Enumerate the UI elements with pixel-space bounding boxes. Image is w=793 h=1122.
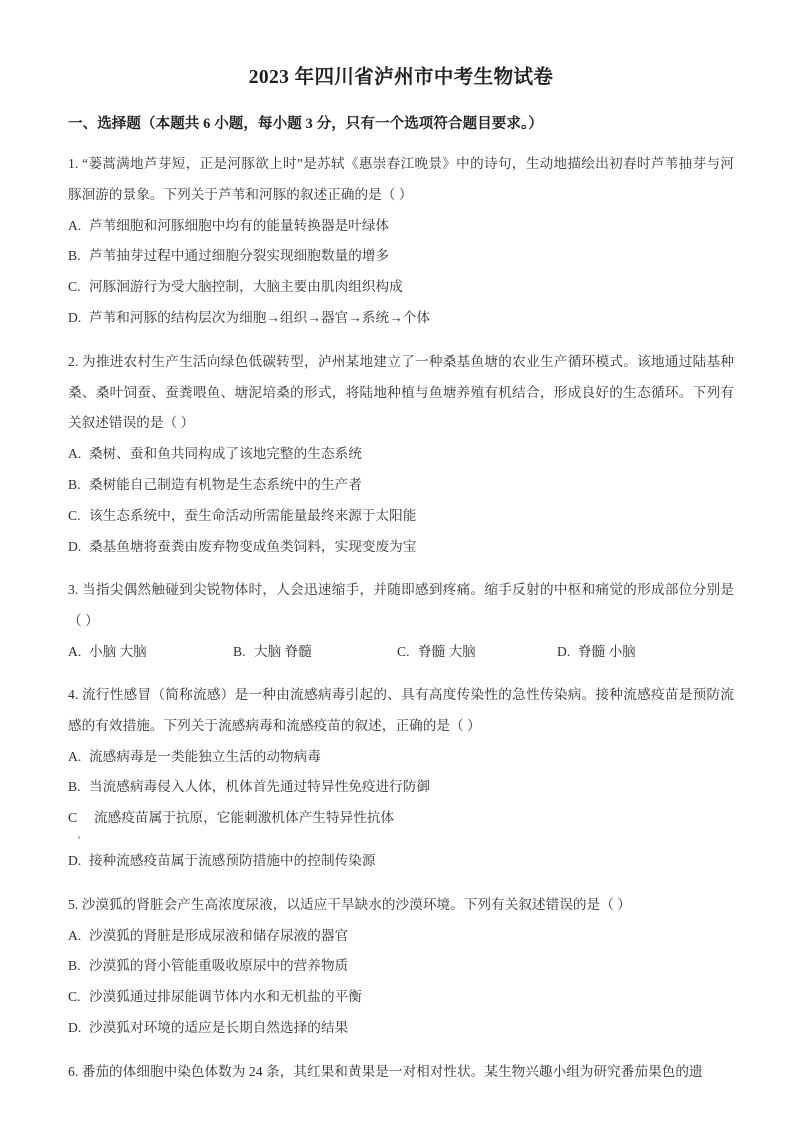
question-1-option-a-text: 芦苇细胞和河豚细胞中均有的能量转换器是叶绿体: [89, 217, 390, 233]
question-5-option-c-text: 沙漠狐通过排尿能调节体内水和无机盐的平衡: [89, 989, 362, 1005]
question-1-option-a[interactable]: [68, 211, 734, 242]
question-4-option-c-text: 流感疫苗属于抗原，它能刺激机体产生特异性抗体: [94, 810, 395, 826]
question-1-option-d[interactable]: [68, 303, 734, 334]
question-5: [68, 890, 734, 1044]
question-2-stem: 2. 为推进农村生产生活向绿色低碳转型，泸州某地建立了一种桑基鱼塘的农业生产循环模式。该地通过陆基种桑、桑叶饲蚕、蚕粪喂鱼、塘泥培桑的形式，将陆地种植与鱼塘养殖有机结合，形成良好的生态循环。下列有关叙述错误的是（ ）: [68, 353, 734, 431]
question-5-option-d[interactable]: [68, 1013, 734, 1044]
question-3-option-b[interactable]: [233, 637, 312, 667]
question-1-option-c-label: C.: [68, 279, 81, 295]
question-2-option-a[interactable]: [68, 439, 734, 470]
question-1-stem: 1. “蒌蒿满地芦芽短，正是河豚欲上时”是苏轼《惠崇春江晚景》中的诗句，生动地描绘出初春时芦苇抽芽与河豚洄游的景象。下列关于芦苇和河豚的叙述正确的是（ ）: [68, 156, 734, 202]
question-4-option-b-label: B.: [68, 779, 81, 795]
question-1-option-b[interactable]: [68, 241, 734, 272]
question-2-option-b-label: B.: [68, 477, 81, 493]
question-5-option-c-label: C.: [68, 989, 81, 1005]
question-4: [68, 680, 734, 877]
scan-artifact-speck: [68, 834, 734, 846]
question-3-option-c-text: 脊髓 大脑: [418, 644, 476, 659]
question-1-option-c-text: 河豚洄游行为受大脑控制，大脑主要由肌肉组织构成: [89, 279, 403, 295]
speck-mark: [78, 836, 80, 839]
question-3-option-a[interactable]: [68, 637, 147, 667]
section-heading-multiple-choice: 一、选择题（本题共 6 小题，每小题 3 分，只有一个选项符合题目要求。）: [68, 116, 543, 133]
question-5-option-b[interactable]: [68, 951, 734, 982]
question-1-option-b-label: B.: [68, 248, 81, 264]
question-2-option-d-text: 桑基鱼塘将蚕粪由废弃物变成鱼类饲料，实现变废为宝: [89, 538, 417, 554]
question-5-option-a-text: 沙漠狐的肾脏是形成尿液和储存尿液的器官: [89, 927, 349, 943]
question-4-option-d[interactable]: [68, 846, 734, 877]
question-3-option-b-label: B.: [233, 644, 246, 659]
question-2-option-b[interactable]: [68, 470, 734, 501]
question-3-option-a-label: A.: [68, 644, 82, 659]
question-1: [68, 149, 734, 334]
question-4-option-b[interactable]: [68, 772, 734, 803]
question-5-option-b-text: 沙漠狐的肾小管能重吸收原尿中的营养物质: [89, 958, 349, 974]
question-2-option-d[interactable]: [68, 532, 734, 563]
question-1-option-a-label: A.: [68, 217, 82, 233]
question-5-option-c[interactable]: [68, 982, 734, 1013]
question-5-option-a[interactable]: [68, 921, 734, 952]
page-title: 2023 年四川省泸州市中考生物试卷: [248, 67, 554, 88]
question-3-option-d[interactable]: [557, 637, 636, 667]
question-3-option-d-text: 脊髓 小脑: [578, 644, 636, 659]
question-1-option-d-label: D.: [68, 310, 82, 326]
question-1-option-d-text: 芦苇和河豚的结构层次为细胞→组织→器官→系统→个体: [89, 310, 431, 326]
question-3-option-c[interactable]: [397, 637, 476, 667]
question-4-option-c-label: C: [68, 810, 78, 826]
question-2-option-a-text: 桑树、蚕和鱼共同构成了该地完整的生态系统: [89, 446, 362, 462]
question-1-option-c[interactable]: [68, 272, 734, 303]
question-4-stem: 4. 流行性感冒（简称流感）是一种由流感病毒引起的、具有高度传染性的急性传染病。接种流感疫苗是预防流感的有效措施。下列关于流感病毒和流感疫苗的叙述，正确的是（ ）: [68, 687, 734, 733]
question-4-option-b-text: 当流感病毒侵入人体，机体首先通过特异性免疫进行防御: [89, 779, 431, 795]
question-5-option-d-label: D.: [68, 1019, 82, 1035]
question-2-option-d-label: D.: [68, 538, 82, 554]
question-6: [68, 1057, 734, 1088]
question-1-option-b-text: 芦苇抽芽过程中通过细胞分裂实现细胞数量的增多: [89, 248, 390, 264]
question-3-option-d-label: D.: [557, 644, 571, 659]
question-2-option-c[interactable]: [68, 501, 734, 532]
question-4-option-a-label: A.: [68, 748, 82, 764]
question-4-option-a[interactable]: [68, 742, 734, 773]
question-5-option-a-label: A.: [68, 927, 82, 943]
question-3-stem: 3. 当指尖偶然触碰到尖锐物体时，人会迅速缩手，并随即感到疼痛。缩手反射的中枢和痛觉的形成部位分别是（ ）: [68, 582, 734, 629]
question-2-option-c-text: 该生态系统中，蚕生命活动所需能量最终来源于太阳能: [89, 507, 417, 523]
question-3: [68, 575, 734, 667]
question-4-option-d-label: D.: [68, 852, 82, 868]
question-2: [68, 347, 734, 563]
question-5-option-b-label: B.: [68, 958, 81, 974]
question-6-stem: 6. 番茄的体细胞中染色体数为 24 条，其红果和黄果是一对相对性状。某生物兴趣小组为研究番茄果色的遗: [68, 1063, 703, 1079]
question-4-option-d-text: 接种流感疫苗属于流感预防措施中的控制传染源: [89, 852, 376, 868]
question-4-option-c[interactable]: [68, 803, 734, 834]
question-5-option-d-text: 沙漠狐对环境的适应是长期自然选择的结果: [89, 1019, 349, 1035]
question-3-option-c-label: C.: [397, 644, 410, 659]
question-3-options-row: [68, 637, 734, 667]
question-2-option-c-label: C.: [68, 507, 81, 523]
question-2-option-b-text: 桑树能自己制造有机物是生态系统中的生产者: [89, 477, 362, 493]
page-content: [68, 0, 734, 1088]
question-5-stem: 5. 沙漠狐的肾脏会产生高浓度尿液，以适应干旱缺水的沙漠环境。下列有关叙述错误的是（ ）: [68, 896, 631, 912]
question-3-option-b-text: 大脑 脊髓: [254, 644, 312, 659]
question-2-option-a-label: A.: [68, 446, 82, 462]
question-4-option-a-text: 流感病毒是一类能独立生活的动物病毒: [89, 748, 321, 764]
question-3-option-a-text: 小脑 大脑: [89, 644, 147, 659]
